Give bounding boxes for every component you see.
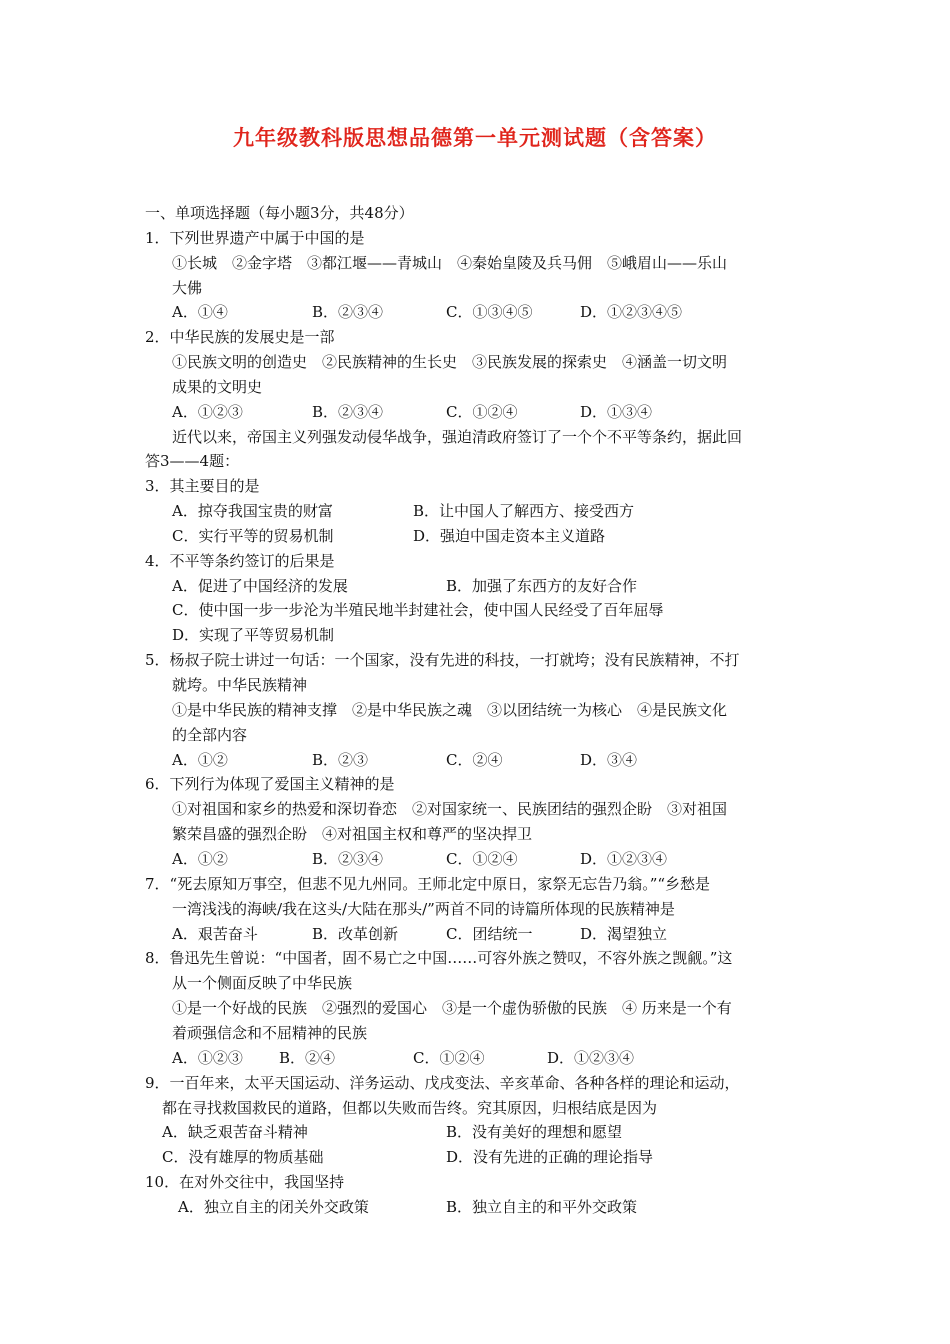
question-1-stem: 1．下列世界遗产中属于中国的是 (145, 229, 365, 247)
question-6-option-c: C．①②④ (446, 850, 518, 868)
question-7-option-c: C．团结统一 (446, 925, 533, 943)
question-3-option-b: B．让中国人了解西方、接受西方 (413, 502, 635, 520)
question-10-option-a: A．独立自主的闭关外交政策 (178, 1198, 369, 1216)
question-5-stem: 就垮。中华民族精神 (172, 676, 308, 694)
question-4-option-b: B．加强了东西方的友好合作 (446, 577, 638, 595)
question-1-statement: ①长城 ②金字塔 ③都江堰——青城山 ④秦始皇陵及兵马佣 ⑤峨眉山——乐山 (172, 254, 728, 272)
question-1-option-d: D．①②③④⑤ (580, 303, 683, 321)
question-7-option-b: B．改革创新 (312, 925, 399, 943)
question-1-option-b: B．②③④ (312, 303, 384, 321)
question-3-option-c: C．实行平等的贸易机制 (172, 527, 334, 545)
question-6-option-d: D．①②③④ (580, 850, 668, 868)
question-2-option-d: D．①③④ (580, 403, 653, 421)
question-4-option-c: C．使中国一步一步沦为半殖民地半封建社会，使中国人民经受了百年屈辱 (172, 601, 664, 619)
page-title: 九年级教科版思想品德第一单元测试题（含答案） (233, 125, 717, 150)
question-7-option-a: A．艰苦奋斗 (172, 925, 258, 943)
question-10-stem: 10．在对外交往中，我国坚持 (145, 1173, 345, 1191)
question-6-statement: 繁荣昌盛的强烈企盼 ④对祖国主权和尊严的坚决捍卫 (172, 825, 533, 843)
question-2-stem: 2．中华民族的发展史是一部 (145, 328, 335, 346)
question-9-option-c: C．没有雄厚的物质基础 (162, 1148, 324, 1166)
question-7-option-d: D．渴望独立 (580, 925, 668, 943)
question-3-option-d: D．强迫中国走资本主义道路 (413, 527, 606, 545)
question-9-option-b: B．没有美好的理想和愿望 (446, 1123, 623, 1141)
question-6-option-b: B．②③④ (312, 850, 384, 868)
question-10-option-b: B．独立自主的和平外交政策 (446, 1198, 638, 1216)
question-8-option-b: B．②④ (279, 1049, 336, 1067)
question-1-option-c: C．①③④⑤ (446, 303, 533, 321)
question-3-option-a: A．掠夺我国宝贵的财富 (172, 502, 333, 520)
question-5-option-b: B．②③ (312, 751, 369, 769)
question-6-statement: ①对祖国和家乡的热爱和深切眷恋 ②对国家统一、民族团结的强烈企盼 ③对祖国 (172, 800, 728, 818)
question-2-option-b: B．②③④ (312, 403, 384, 421)
question-9-stem: 都在寻找救国救民的道路，但都以失败而告终。究其原因，归根结底是因为 (162, 1099, 658, 1117)
question-2-option-c: C．①②④ (446, 403, 518, 421)
question-5-statement: ①是中华民族的精神支撑 ②是中华民族之魂 ③以团结统一为核心 ④是民族文化 (172, 701, 728, 719)
question-8-option-d: D．①②③④ (547, 1049, 635, 1067)
question-8-stem: 从一个侧面反映了中华民族 (172, 974, 353, 992)
question-8-stem: 8．鲁迅先生曾说：“中国者，固不易亡之中国……可容外族之赞叹，不容外族之觊觎。”这 (145, 949, 733, 967)
question-4-option-d: D．实现了平等贸易机制 (172, 626, 335, 644)
question-9-option-d: D．没有先进的正确的理论指导 (446, 1148, 654, 1166)
question-9-option-a: A．缺乏艰苦奋斗精神 (162, 1123, 308, 1141)
question-2-statement: ①民族文明的创造史 ②民族精神的生长史 ③民族发展的探索史 ④涵盖一切文明 (172, 353, 728, 371)
question-1-statement: 大佛 (172, 279, 203, 297)
question-5-stem: 5．杨叔子院士讲过一句话：一个国家，没有先进的科技，一打就垮；没有民族精神，不打 (145, 651, 740, 669)
question-6-option-a: A．①② (172, 850, 228, 868)
reading-material: 近代以来，帝国主义列强发动侵华战争，强迫清政府签订了一个个不平等条约，据此回 (172, 428, 743, 446)
question-9-stem: 9．一百年来，太平天国运动、洋务运动、戊戌变法、辛亥革命、各种各样的理论和运动， (145, 1074, 740, 1092)
question-1-option-a: A．①④ (172, 303, 228, 321)
question-7-stem: 7．“死去原知万事空，但悲不见九州同。王师北定中原日，家祭无忘告乃翁。”“乡愁是 (145, 875, 711, 893)
question-2-statement: 成果的文明史 (172, 378, 263, 396)
question-5-option-d: D．③④ (580, 751, 638, 769)
question-6-stem: 6．下列行为体现了爱国主义精神的是 (145, 775, 395, 793)
question-8-option-c: C．①②④ (413, 1049, 485, 1067)
question-5-option-c: C．②④ (446, 751, 503, 769)
question-5-statement: 的全部内容 (172, 726, 248, 744)
question-4-option-a: A．促进了中国经济的发展 (172, 577, 348, 595)
reading-material: 答3——4题： (145, 452, 240, 470)
question-2-option-a: A．①②③ (172, 403, 243, 421)
question-8-statement: ①是一个好战的民族 ②强烈的爱国心 ③是一个虚伪骄傲的民族 ④ 历来是一个有 (172, 999, 732, 1017)
question-3-stem: 3．其主要目的是 (145, 477, 260, 495)
question-8-statement: 着顽强信念和不屈精神的民族 (172, 1024, 368, 1042)
question-5-option-a: A．①② (172, 751, 228, 769)
section-heading: 一、单项选择题（每小题3分，共48分） (145, 204, 414, 222)
question-8-option-a: A．①②③ (172, 1049, 243, 1067)
question-7-stem: 一湾浅浅的海峡/我在这头/大陆在那头/”两首不同的诗篇所体现的民族精神是 (172, 900, 675, 918)
question-4-stem: 4．不平等条约签订的后果是 (145, 552, 335, 570)
